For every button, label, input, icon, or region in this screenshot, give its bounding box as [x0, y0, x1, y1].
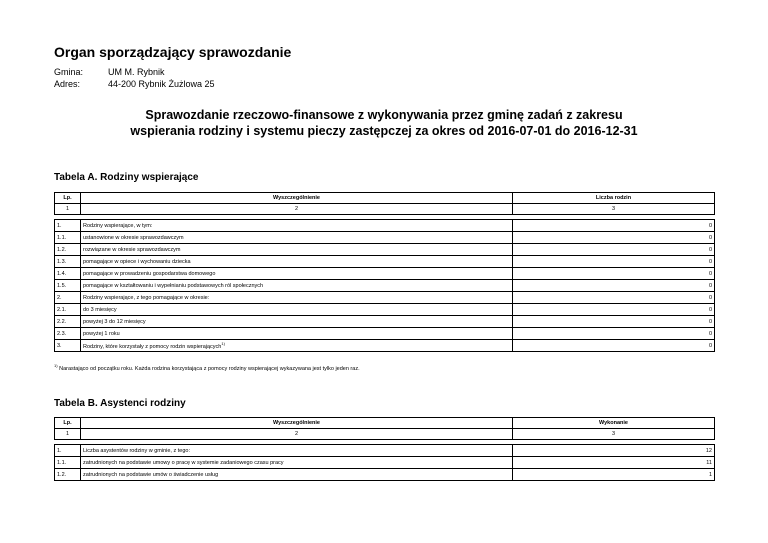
- row-description-text: pomagające w prowadzeniu gospodarstwa domowego: [83, 270, 216, 277]
- row-lp: 1.1.: [55, 457, 81, 469]
- col-number: 3: [513, 204, 715, 215]
- row-value: 0: [513, 232, 715, 244]
- report-title: [40, 107, 728, 139]
- col-number: 3: [513, 429, 715, 440]
- row-lp: 2.1.: [55, 304, 81, 316]
- col-header-value: Wykonanie: [513, 418, 715, 429]
- col-header-lp: Lp.: [55, 418, 81, 429]
- table-row: [55, 280, 715, 292]
- table-b-header-row: [55, 418, 715, 429]
- table-row: [55, 316, 715, 328]
- row-description: [81, 304, 513, 316]
- table-row: [55, 268, 715, 280]
- footnote-text: Narastająco od początku roku. Każda rodzina korzystająca z pomocy rodziny wspierającej wykazywana jest tylko jeden raz.: [59, 365, 360, 372]
- row-description-text: pomagające w opiece i wychowaniu dziecka: [83, 258, 191, 265]
- adres-value: 44-200 Rybnik Żużlowa 25: [108, 79, 215, 89]
- row-description: [81, 232, 513, 244]
- table-b-title: Tabela B. Asystenci rodziny: [54, 398, 186, 409]
- row-description-text: Rodziny wspierające, z tego pomagające w okresie:: [83, 294, 210, 301]
- col-number: 2: [81, 429, 513, 440]
- row-value: 12: [513, 445, 715, 457]
- row-description-text: powyżej 3 do 12 miesięcy: [83, 318, 146, 325]
- footnote: [54, 363, 360, 372]
- row-description: [81, 457, 513, 469]
- row-description: [81, 244, 513, 256]
- table-a-title: Tabela A. Rodziny wspierające: [54, 172, 199, 183]
- table-row: [55, 304, 715, 316]
- row-description-text: zatrudnionych na podstawie umów o świadczenie usług: [83, 471, 219, 478]
- report-title-line2: wspierania rodziny i systemu pieczy zastępczej za okres od 2016-07-01 do 2016-12-31: [130, 124, 638, 138]
- row-lp: 1.4.: [55, 268, 81, 280]
- organ-title: Organ sporządzający sprawozdanie: [54, 44, 292, 60]
- col-header-desc: Wyszczególnienie: [81, 418, 513, 429]
- table-row: [55, 292, 715, 304]
- table-row: [55, 457, 715, 469]
- col-header-lp: Lp.: [55, 193, 81, 204]
- row-lp: 2.3.: [55, 328, 81, 340]
- table-a-header-row: [55, 193, 715, 204]
- row-description: [81, 445, 513, 457]
- table-row: [55, 256, 715, 268]
- row-description-text: Rodziny wspierające, w tym:: [83, 222, 153, 229]
- row-lp: 1.3.: [55, 256, 81, 268]
- row-value: 0: [513, 328, 715, 340]
- table-row: [55, 328, 715, 340]
- table-a-colnum-row: [55, 204, 715, 215]
- gmina-row: [54, 67, 165, 77]
- row-description: [81, 292, 513, 304]
- gmina-value: UM M. Rybnik: [108, 67, 165, 77]
- col-number: 1: [55, 204, 81, 215]
- row-description-text: Liczba asystentów rodziny w gminie, z tego:: [83, 447, 190, 454]
- table-b-colnum-row: [55, 429, 715, 440]
- row-description-text: zatrudnionych na podstawie umowy o pracę w systemie zadaniowego czasu pracy: [83, 459, 284, 466]
- table-row: [55, 469, 715, 481]
- row-description: [81, 280, 513, 292]
- row-value: 0: [513, 256, 715, 268]
- col-header-desc: Wyszczególnienie: [81, 193, 513, 204]
- row-lp: 2.2.: [55, 316, 81, 328]
- row-description-text: rozwiązane w okresie sprawozdawczym: [83, 246, 181, 253]
- row-value: 1: [513, 469, 715, 481]
- footnote-ref: 1): [221, 341, 225, 347]
- row-description: [81, 220, 513, 232]
- row-value: 0: [513, 340, 715, 352]
- row-value: 0: [513, 244, 715, 256]
- row-lp: 3.: [55, 340, 81, 352]
- row-value: 0: [513, 292, 715, 304]
- table-a: [54, 192, 715, 352]
- row-description-text: powyżej 1 roku: [83, 330, 120, 337]
- adres-row: [54, 79, 215, 89]
- row-description: [81, 256, 513, 268]
- row-value: 0: [513, 316, 715, 328]
- table-row: [55, 244, 715, 256]
- row-lp: 1.2.: [55, 469, 81, 481]
- table-row: [55, 220, 715, 232]
- table-row: [55, 232, 715, 244]
- footnote-mark: 1): [54, 363, 58, 368]
- row-description: [81, 328, 513, 340]
- row-lp: 1.1.: [55, 232, 81, 244]
- row-description: [81, 469, 513, 481]
- row-lp: 1.: [55, 220, 81, 232]
- col-header-value: Liczba rodzin: [513, 193, 715, 204]
- row-description-text: do 3 miesięcy: [83, 306, 117, 313]
- gmina-label: Gmina:: [54, 67, 84, 77]
- row-value: 0: [513, 304, 715, 316]
- row-description-text: ustanowione w okresie sprawozdawczym: [83, 234, 184, 241]
- col-number: 2: [81, 204, 513, 215]
- table-row: [55, 445, 715, 457]
- row-lp: 2.: [55, 292, 81, 304]
- row-description-text: Rodziny, które korzystały z pomocy rodzin wspierających: [83, 343, 222, 350]
- table-b: [54, 417, 715, 481]
- row-value: 0: [513, 280, 715, 292]
- col-number: 1: [55, 429, 81, 440]
- row-description: [81, 268, 513, 280]
- row-value: 0: [513, 220, 715, 232]
- row-description: [81, 340, 513, 352]
- row-value: 11: [513, 457, 715, 469]
- row-lp: 1.: [55, 445, 81, 457]
- row-lp: 1.2.: [55, 244, 81, 256]
- table-row: [55, 340, 715, 352]
- row-value: 0: [513, 268, 715, 280]
- report-title-line1: Sprawozdanie rzeczowo-finansowe z wykonywania przez gminę zadań z zakresu: [145, 108, 623, 122]
- row-description-text: pomagające w kształtowaniu i wypełnianiu podstawowych ról społecznych: [83, 282, 264, 289]
- row-description: [81, 316, 513, 328]
- row-lp: 1.5.: [55, 280, 81, 292]
- adres-label: Adres:: [54, 79, 81, 89]
